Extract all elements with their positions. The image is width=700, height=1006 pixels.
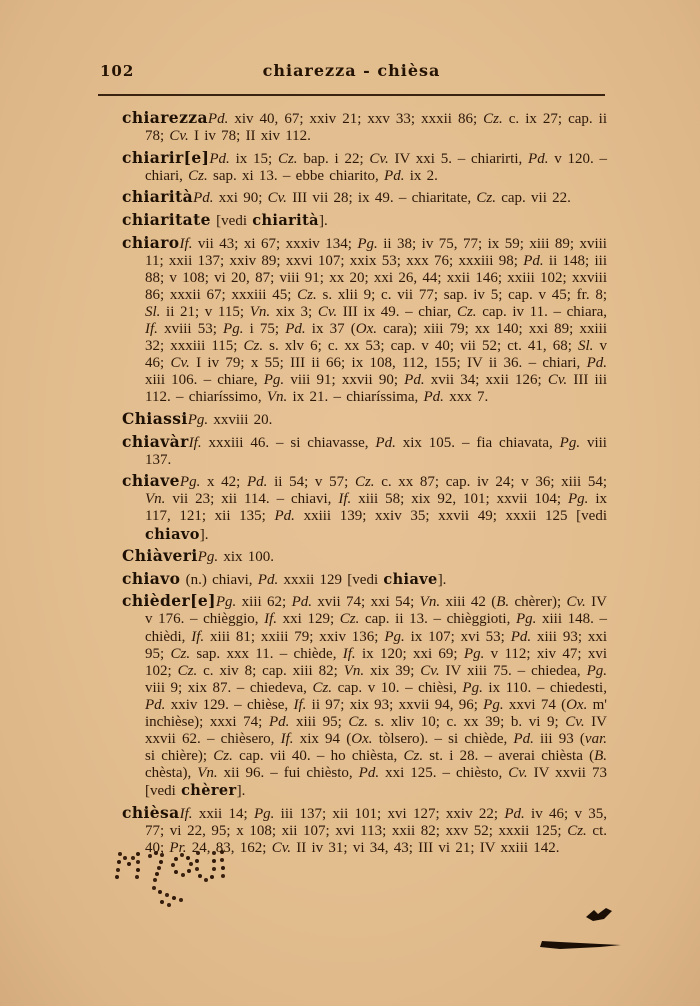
citation-text: ii 54; v 57; — [267, 474, 355, 491]
work-abbreviation: Cz. — [348, 714, 368, 730]
citation-text: xiii 95; — [289, 714, 349, 730]
citation-text: xiii 58; xix 92, 101; xxvii 104; — [351, 491, 568, 508]
work-abbreviation: Vn. — [145, 491, 166, 508]
citation-text: III ix 49. – chiar, — [337, 303, 457, 320]
citation-text: IV xxvii 73 [vedi — [145, 765, 607, 800]
work-abbreviation: Pd. — [247, 474, 268, 491]
citation-text: 24, 83, 162; — [186, 840, 272, 857]
work-abbreviation: Pg. — [357, 235, 378, 252]
work-abbreviation: Pg. — [187, 412, 209, 428]
work-abbreviation: If. — [338, 491, 352, 508]
citation-text: s. xliv 10; c. xx 39; b. vi 9; — [367, 714, 566, 730]
work-abbreviation: Cz. — [354, 474, 375, 491]
citation-text: III iii 112. – chiaríssimo, — [145, 372, 607, 406]
citation-text: ix 110. – chiedesti, — [482, 679, 607, 696]
work-abbreviation: Pd. — [423, 389, 444, 406]
work-abbreviation: Cv. — [317, 303, 338, 320]
work-abbreviation: Pd. — [274, 508, 295, 525]
work-abbreviation: Pd. — [504, 805, 525, 822]
citation-text: ii 97; xix 93; xxvii 94, 96; — [306, 696, 484, 713]
work-abbreviation: Pr. — [169, 840, 187, 857]
work-abbreviation: Vn. — [343, 662, 365, 679]
citation-text: xix 39; — [364, 662, 421, 679]
citation-text: iii 93 ( — [533, 731, 585, 748]
work-abbreviation: Cz. — [177, 662, 198, 679]
work-abbreviation: Ox. — [566, 696, 588, 713]
citation-text: ix 21. – chiaríssima, — [287, 389, 424, 406]
work-abbreviation: Cv. — [170, 355, 190, 372]
entry-headword: chiaro — [122, 232, 180, 252]
entries — [122, 108, 608, 861]
citation-text: v 112; xiv 47; xvi 102; — [145, 645, 607, 679]
citation-text: cara); xiii 79; xx 140; xxi 89; xxiii 32; xxxiii 115; — [145, 321, 607, 355]
citation-text: ii 21; v 115; — [160, 303, 250, 320]
citation-text: tòlsero). – si chiède, — [372, 731, 514, 748]
entry-chiarità — [122, 187, 607, 207]
citation-text: xii 96. – fui chièsto, — [217, 765, 359, 782]
work-abbreviation: Pg. — [586, 662, 607, 679]
work-abbreviation: Cv. — [369, 150, 389, 167]
entry-chiassi — [122, 409, 607, 429]
citation-text: xxiv 129. – chièse, — [165, 696, 294, 713]
work-abbreviation: Cz. — [476, 190, 496, 207]
work-abbreviation: Cz. — [403, 748, 424, 765]
work-abbreviation: Cz. — [277, 150, 298, 167]
citation-text: s. xlv 6; c. xx 53; cap. v 40; vii 52; ct. 41, 68; — [263, 338, 578, 355]
entry-headword: chiaritate — [122, 209, 211, 229]
entry-chiarire — [122, 147, 608, 185]
citation-text: xix 94 ( — [293, 731, 352, 748]
work-abbreviation: Ox. — [355, 321, 378, 338]
work-abbreviation: var. — [584, 731, 608, 748]
citation-text: III vii 28; ix 49. – chiaritate, — [286, 190, 477, 207]
citation-text: xxii 14; — [192, 805, 254, 822]
citation-text: ii 148; iii 88; v 108; vi 20, 87; viii 91; xx 20; xxi 26, 44; xxii 146; xxiii 102; xxviii 86; xxxii 67; xxxiii 45; — [145, 252, 607, 303]
work-abbreviation: Cv. — [547, 372, 568, 389]
entry-headword: chiarir[e] — [122, 147, 210, 167]
work-abbreviation: Pg. — [559, 434, 581, 451]
work-abbreviation: Cv. — [565, 714, 585, 730]
work-abbreviation: Pd. — [510, 628, 532, 645]
work-abbreviation: Pg. — [215, 594, 237, 611]
work-abbreviation: Pg. — [515, 611, 537, 628]
entry-chièsa — [122, 802, 608, 857]
work-abbreviation: Pg. — [197, 549, 219, 566]
work-abbreviation: B. — [496, 594, 510, 611]
citation-text: vii 43; xi 67; xxxiv 134; — [192, 235, 358, 252]
citation-text: sap. xi 13. – ebbe chiarito, — [207, 167, 385, 184]
work-abbreviation: Pd. — [375, 434, 396, 451]
citation-text: x 42; — [200, 474, 248, 491]
work-abbreviation: Pg. — [263, 372, 285, 389]
citation-text: c. xx 87; cap. iv 24; v 36; xiii 54; — [374, 474, 607, 491]
work-abbreviation: If. — [293, 696, 307, 713]
entry-chiavàr — [122, 431, 607, 469]
citation-text: I iv 79; x 55; III ii 66; ix 108, 112, 155; IV ii 36. – chiari, — [189, 355, 587, 372]
citation-text: cap. iv 11. – chiara, — [476, 303, 608, 320]
citation-text: IV xxvii 62. – chièsero, — [145, 714, 608, 748]
work-abbreviation: Cv. — [508, 765, 528, 782]
work-abbreviation: If. — [264, 611, 278, 628]
citation-text: st. i 28. – averai chièsta ( — [423, 748, 595, 765]
work-abbreviation: Cz. — [170, 645, 191, 662]
citation-text: ix 120; xxi 69; — [355, 645, 464, 662]
work-abbreviation: If. — [191, 628, 205, 645]
citation-text: v 46; — [145, 338, 607, 372]
work-abbreviation: Pd. — [209, 150, 230, 167]
citation-text: vii 23; xii 114. – chiavi, — [165, 491, 339, 508]
work-abbreviation: Cz. — [339, 611, 360, 628]
citation-text: [vedi — [210, 212, 253, 229]
work-abbreviation: Pd. — [528, 150, 549, 167]
citation-text: iv 46; v 35, 77; vi 22, 95; x 108; xii 107; xvi 113; xxii 82; xxv 52; xxxii 125; — [145, 805, 607, 840]
work-abbreviation: Pd. — [523, 252, 544, 269]
entry-chiavo — [122, 568, 607, 589]
work-abbreviation: Vn. — [197, 765, 218, 782]
citation-text: ]. — [437, 571, 447, 588]
work-abbreviation: Pg. — [253, 805, 275, 822]
citation-text: viii 9; xix 87. – chiedeva, — [145, 679, 313, 696]
work-abbreviation: Cz. — [243, 338, 264, 355]
running-head: chiarezza - chièsa — [262, 61, 441, 80]
cross-reference: chiarità — [252, 211, 319, 229]
work-abbreviation: Pd. — [268, 714, 290, 730]
work-abbreviation: If. — [280, 731, 294, 748]
work-abbreviation: Pd. — [285, 321, 306, 338]
work-abbreviation: Cz. — [567, 823, 587, 840]
work-abbreviation: Pg. — [483, 696, 504, 713]
citation-text: iii 137; xii 101; xvi 127; xxiv 22; — [274, 805, 505, 822]
cross-reference: chiave — [383, 570, 438, 588]
work-abbreviation: Pg. — [463, 645, 485, 662]
citation-text: ix 37 ( — [305, 321, 356, 338]
entry-headword: chiavàr — [122, 431, 189, 451]
citation-text: cap. ii 13. – chièggioti, — [359, 611, 516, 628]
page-number: 102 — [100, 62, 135, 80]
citation-text: ii 38; iv 75, 77; ix 59; xiii 89; xviii 11; xxii 137; xxiv 89; xxvi 107; xxix 53; xxx 76; xxxiii 98; — [145, 235, 607, 269]
work-abbreviation: Pd. — [513, 731, 534, 748]
citation-text: (n.) chiavi, — [180, 571, 258, 588]
entry-chiaritate — [122, 209, 607, 230]
citation-text: ix 2. — [404, 167, 438, 184]
work-abbreviation: Cv. — [169, 128, 189, 145]
work-abbreviation: Pd. — [384, 167, 405, 184]
citation-text: IV xxi 5. – chiarirti, — [388, 150, 529, 167]
work-abbreviation: Pd. — [145, 696, 166, 713]
citation-text: viii 137. — [145, 434, 607, 468]
header-rule — [98, 94, 605, 96]
citation-text: IV xiii 75. – chiedea, — [439, 662, 587, 679]
citation-text: ix 107; xvi 53; — [404, 628, 511, 645]
work-abbreviation: Pg. — [223, 321, 244, 338]
citation-text: v 120. – chiari, — [145, 150, 608, 184]
work-abbreviation: Pg. — [384, 628, 405, 645]
work-abbreviation: Pd. — [291, 594, 312, 611]
work-abbreviation: Pd. — [193, 190, 214, 207]
citation-text: cap. vii 22. — [495, 190, 571, 207]
citation-text: xiv 40, 67; xxiv 21; xxv 33; xxxii 86; — [228, 111, 484, 127]
work-abbreviation: Cz. — [213, 748, 233, 765]
citation-text: I iv 78; II xiv 112. — [188, 128, 311, 145]
citation-text: i 75; — [243, 321, 286, 338]
work-abbreviation: Pd. — [257, 571, 279, 588]
entry-headword: chiarezza — [122, 108, 208, 127]
work-abbreviation: Pd. — [207, 111, 229, 127]
citation-text: xviii 53; — [157, 321, 224, 338]
work-abbreviation: Pd. — [404, 372, 425, 389]
work-abbreviation: Cz. — [483, 111, 503, 127]
work-abbreviation: Pg. — [462, 679, 483, 696]
citation-text: xxviii 20. — [208, 412, 273, 428]
citation-text: xix 3; — [270, 303, 318, 320]
citation-text: xxx 7. — [443, 389, 489, 406]
work-abbreviation: Cz. — [312, 679, 333, 696]
citation-text: chèsta), — [145, 765, 198, 782]
work-abbreviation: If. — [342, 645, 356, 662]
cross-reference: chèrer — [181, 782, 237, 800]
citation-text: sap. xxx 11. – chiède, — [190, 645, 343, 662]
work-abbreviation: Sl. — [145, 303, 161, 320]
citation-text: ct. 40; — [145, 823, 608, 857]
entry-headword: chiarità — [122, 187, 194, 207]
entry-chièdere — [122, 591, 608, 800]
ink-streak-icon — [540, 941, 621, 949]
work-abbreviation: Cv. — [267, 190, 287, 207]
citation-text: ]. — [199, 526, 209, 543]
citation-text: xxi 125. – chièsto, — [379, 765, 509, 782]
citation-text: ix 117, 121; xii 135; — [145, 491, 607, 525]
work-abbreviation: Cz. — [188, 167, 208, 184]
citation-text: xxxii 129 [vedi — [278, 571, 384, 588]
citation-text: xiii 62; — [236, 594, 292, 611]
work-abbreviation: Vn. — [266, 389, 288, 406]
work-abbreviation: If. — [145, 321, 158, 338]
work-abbreviation: Pd. — [358, 765, 380, 782]
citation-text: bap. i 22; — [297, 150, 370, 167]
work-abbreviation: If. — [179, 235, 193, 252]
citation-text: si chière); — [145, 748, 214, 765]
work-abbreviation: If. — [179, 805, 193, 822]
work-abbreviation: Cz. — [456, 303, 477, 320]
entry-headword: chièsa — [122, 802, 180, 822]
entry-chiaro — [122, 232, 608, 407]
citation-text: xiii 42 ( — [440, 594, 497, 611]
citation-text: c. ix 27; cap. ii 78; — [145, 111, 607, 145]
citation-text: xxi 129; — [277, 611, 340, 628]
citation-text: IV v 176. – chièggio, — [145, 594, 608, 628]
citation-text: xvii 74; xxi 54; — [311, 594, 420, 611]
citation-text: xix 105. – fia chiavata, — [395, 434, 560, 451]
citation-text: chèrer); — [509, 594, 567, 611]
citation-text: ix 15; — [229, 150, 278, 167]
perforation-stamp-icon — [0, 0, 4, 4]
entry-chiarezza — [122, 108, 607, 145]
citation-text: xxxiii 46. – si chiavasse, — [201, 434, 376, 451]
work-abbreviation: Cv. — [271, 840, 291, 857]
citation-text: m' inchièse); xxxi 74; — [145, 696, 607, 730]
work-abbreviation: Cz. — [297, 286, 317, 303]
entry-chiàveri — [122, 546, 607, 566]
cross-reference: chiavo — [145, 525, 200, 543]
work-abbreviation: Pg. — [567, 491, 589, 508]
citation-text: cap. vii 40. – ho chièsta, — [232, 748, 404, 765]
work-abbreviation: If. — [188, 434, 202, 451]
entry-chiave — [122, 471, 607, 543]
citation-text: xiii 93; xxi 95; — [145, 628, 608, 662]
citation-text: xxi 90; — [213, 190, 268, 207]
citation-text: s. xlii 9; c. vii 77; sap. iv 5; cap. v 45; fr. 8; — [316, 286, 607, 303]
citation-text: xiii 148. – chièdi, — [145, 611, 608, 645]
citation-text: ]. — [318, 212, 328, 229]
entry-headword: Chiassi — [122, 409, 188, 428]
citation-text: xxvi 74 ( — [503, 696, 567, 713]
citation-text: xiii 106. – chiare, — [145, 372, 264, 389]
citation-text: xvii 34; xxii 126; — [424, 372, 548, 389]
entry-headword: chiave — [122, 471, 180, 491]
work-abbreviation: B. — [594, 748, 608, 765]
work-abbreviation: Cv. — [420, 662, 440, 679]
ink-blot-icon — [586, 908, 612, 921]
work-abbreviation: Sl. — [578, 338, 594, 355]
work-abbreviation: Vn. — [249, 303, 271, 320]
work-abbreviation: Pg. — [179, 474, 201, 491]
citation-text: c. xiv 8; cap. xiii 82; — [197, 662, 344, 679]
citation-text: ]. — [236, 783, 246, 800]
work-abbreviation: Ox. — [351, 731, 373, 748]
citation-text: cap. v 10. – chièsi, — [332, 679, 463, 696]
citation-text: xiii 81; xxiii 79; xxiv 136; — [204, 628, 385, 645]
citation-text: viii 91; xxvii 90; — [284, 372, 405, 389]
work-abbreviation: Vn. — [419, 594, 441, 611]
entry-headword: Chiàveri — [122, 546, 198, 566]
work-abbreviation: Cv. — [566, 594, 586, 611]
citation-text: II iv 31; vi 34, 43; III vi 21; IV xxiii 142. — [291, 840, 560, 857]
entry-headword: chièder[e] — [122, 591, 216, 611]
citation-text: xix 100. — [218, 549, 275, 566]
citation-text: xxiii 139; xxiv 35; xxvii 49; xxxii 125 [vedi — [294, 508, 607, 525]
entry-headword: chiavo — [122, 568, 181, 588]
work-abbreviation: Pd. — [586, 355, 607, 372]
